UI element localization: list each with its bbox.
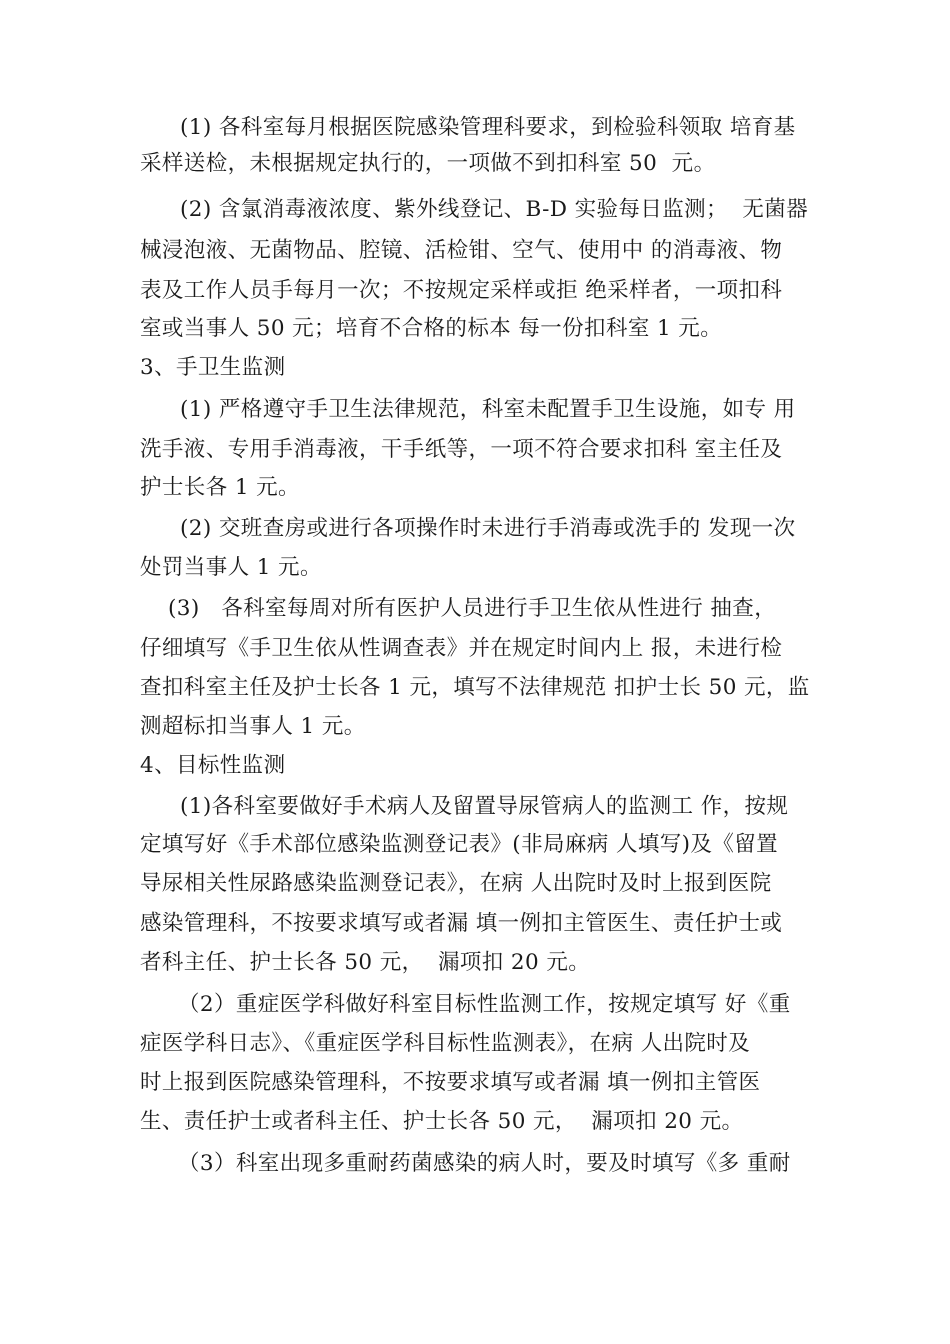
text-line: (1) 各科室每月根据医院感染管理科要求，到检验科领取 培育基: [180, 115, 796, 140]
text-line: (1)各科室要做好手术病人及留置导尿管病人的监测工 作，按规: [180, 794, 789, 819]
text-line: (2) 交班查房或进行各项操作时未进行手消毒或洗手的 发现一次: [180, 516, 796, 541]
text-line: 表及工作人员手每月一次；不按规定采样或拒 绝采样者，一项扣科: [140, 278, 783, 303]
text-line: (1) 严格遵守手卫生法律规范，科室未配置手卫生设施，如专 用: [180, 397, 796, 422]
section-heading: 3、手卫生监测: [140, 355, 286, 380]
text-line: (2) 含氯消毒液浓度、紫外线登记、B-D 实验每日监测； 无菌器: [180, 197, 809, 222]
text-line: 护士长各 1 元。: [140, 475, 300, 500]
text-line: 室或当事人 50 元；培育不合格的标本 每一份扣科室 1 元。: [140, 316, 723, 341]
text-line: 定填写好《手术部位感染监测登记表》(非局麻病 人填写)及《留置: [140, 832, 779, 857]
text-line: 症医学科日志》、《重症医学科目标性监测表》，在病 人出院时及: [140, 1031, 751, 1056]
text-line: （2）重症医学科做好科室目标性监测工作，按规定填写 好《重: [178, 992, 791, 1017]
text-line: 采样送检，未根据规定执行的，一项做不到扣科室 50 元。: [140, 151, 716, 176]
text-line: 测超标扣当事人 1 元。: [140, 714, 366, 739]
text-line: 仔细填写《手卫生依从性调查表》并在规定时间内上 报，未进行检: [140, 636, 783, 661]
text-line: 洗手液、专用手消毒液，干手纸等，一项不符合要求扣科 室主任及: [140, 437, 783, 462]
text-line: （3）科室出现多重耐药菌感染的病人时，要及时填写《多 重耐: [178, 1151, 791, 1176]
text-line: 械浸泡液、无菌物品、腔镜、活检钳、空气、使用中 的消毒液、物: [140, 238, 783, 263]
text-line: 时上报到医院感染管理科，不按要求填写或者漏 填一例扣主管医: [140, 1070, 761, 1095]
text-line: (3) 各科室每周对所有医护人员进行手卫生依从性进行 抽查，: [168, 596, 777, 621]
text-line: 感染管理科，不按要求填写或者漏 填一例扣主管医生、责任护士或: [140, 911, 783, 936]
section-heading: 4、目标性监测: [140, 753, 286, 778]
text-line: 者科主任、护士长各 50 元， 漏项扣 20 元。: [140, 950, 591, 975]
text-line: 生、责任护士或者科主任、护士长各 50 元， 漏项扣 20 元。: [140, 1109, 744, 1134]
text-line: 处罚当事人 1 元。: [140, 555, 322, 580]
text-line: 导尿相关性尿路感染监测登记表》，在病 人出院时及时上报到医院: [140, 871, 772, 896]
text-line: 查扣科室主任及护士长各 1 元，填写不法律规范 扣护士长 50 元，监: [140, 675, 810, 700]
